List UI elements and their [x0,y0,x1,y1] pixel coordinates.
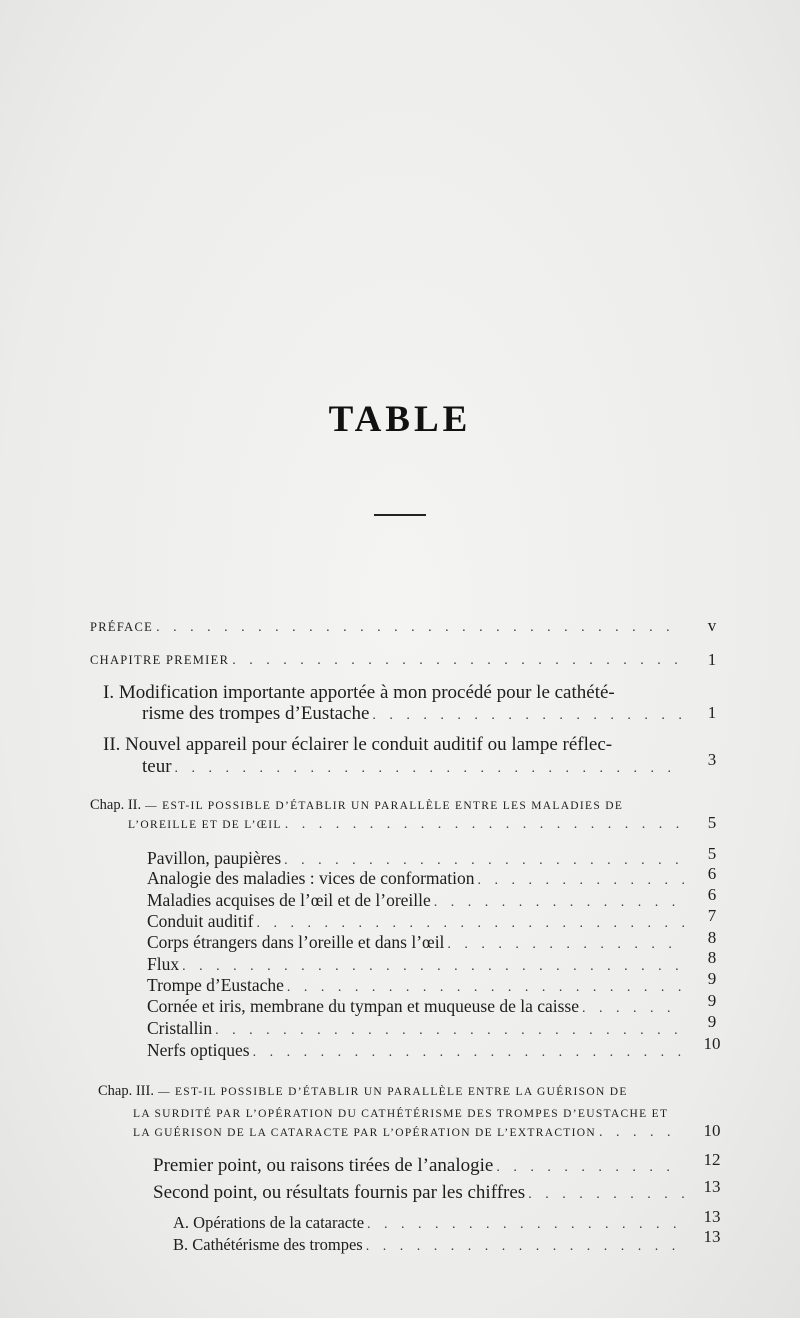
toc-subentry: B. Cathétérisme des trompes . . . [173,1235,690,1255]
page-number: 9 [707,969,717,988]
chapter-3-heading [98,1082,628,1100]
toc-entry-II [103,734,612,756]
page-number: 10 [703,1121,721,1140]
toc-entry: Flux . . . [147,954,690,975]
chapter-2-heading-continued [128,817,690,833]
chapter-2-heading [90,796,623,814]
page-number: 8 [707,928,717,947]
entry-text: Nouvel appareil pour éclairer le conduit auditif ou lampe réflec- [125,734,613,755]
page-number: 13 [703,1227,721,1246]
toc-entry-chapitre-premier [90,653,690,669]
chapter-3-heading-continued [133,1104,668,1122]
chapter-label: Chap. III. [98,1083,154,1099]
page-number: 9 [707,991,717,1010]
page-number: v [707,616,717,635]
chapter-label: Chap. II. [90,797,142,813]
entry-label: PRÉFACE [90,620,154,634]
entry-numeral: I. [103,682,115,703]
chapter-3-heading-continued [133,1125,690,1141]
toc-entry: Maladies acquises de l’œil et de l’oreille . . . [147,890,690,911]
toc-entry-I [103,682,615,704]
title-divider [374,514,426,516]
page-number: 1 [707,703,717,722]
toc-entry: Premier point, ou raisons tirées de l’analogie . . . [153,1155,690,1177]
page-number: 12 [703,1150,721,1169]
entry-label: CHAPITRE PREMIER [90,653,230,667]
page-number: 5 [707,813,717,832]
chapter-title: LA GUÉRISON DE LA CATARACTE PAR L’OPÉRATION DE L’EXTRACTION [133,1127,596,1139]
toc-entry: Trompe d’Eustache . . . [147,975,690,996]
page-title: TABLE [328,399,472,440]
page-number: 8 [707,948,717,967]
toc-entry: Conduit auditif . . . [147,911,690,932]
toc-entry: Cornée et iris, membrane du tympan et muqueuse de la caisse . . . [147,996,690,1017]
toc-entry-I-continued [142,703,690,725]
chapter-title: — EST-IL POSSIBLE D’ÉTABLIR UN PARALLÈLE ENTRE LES MALADIES DE [145,800,624,812]
entry-text: Modification importante apportée à mon procédé pour le cathété- [118,682,615,703]
toc-entry: Nerfs optiques . . . [147,1040,690,1061]
chapter-title: L’OREILLE ET DE L’ŒIL [128,819,282,831]
page-number: 9 [707,1012,717,1031]
entry-numeral: II. [103,734,121,755]
page-number: 13 [703,1207,721,1226]
page-number: 1 [707,650,717,669]
page-number: 7 [707,906,717,925]
toc-entry: Cristallin . . . [147,1018,690,1039]
toc-entry: Second point, ou résultats fournis par les chiffres . . . [153,1182,690,1204]
entry-text: teur [142,756,172,777]
page-number: 6 [707,864,717,883]
page-number: 5 [707,844,717,863]
page-number: 6 [707,885,717,904]
page-number: 3 [707,750,717,769]
toc-entry-II-continued [142,756,690,778]
entry-text: risme des trompes d’Eustache [142,703,370,724]
toc-entry: Corps étrangers dans l’oreille et dans l’œil . . . [147,932,690,953]
toc-entry: Analogie des maladies : vices de conformation . . . [147,868,690,889]
chapter-title: — EST-IL POSSIBLE D’ÉTABLIR UN PARALLÈLE ENTRE LA GUÉRISON DE [157,1086,628,1098]
page-number: 13 [703,1177,721,1196]
toc-subentry: A. Opérations de la cataracte . . . [173,1213,690,1233]
toc-entry-preface [90,620,690,636]
chapter-title: LA SURDITÉ PAR L’OPÉRATION DU CATHÉTÉRISME DES TROMPES D’EUSTACHE ET [133,1108,669,1120]
page-number: 10 [703,1034,721,1053]
toc-entry: Pavillon, paupières . . . [147,848,690,869]
